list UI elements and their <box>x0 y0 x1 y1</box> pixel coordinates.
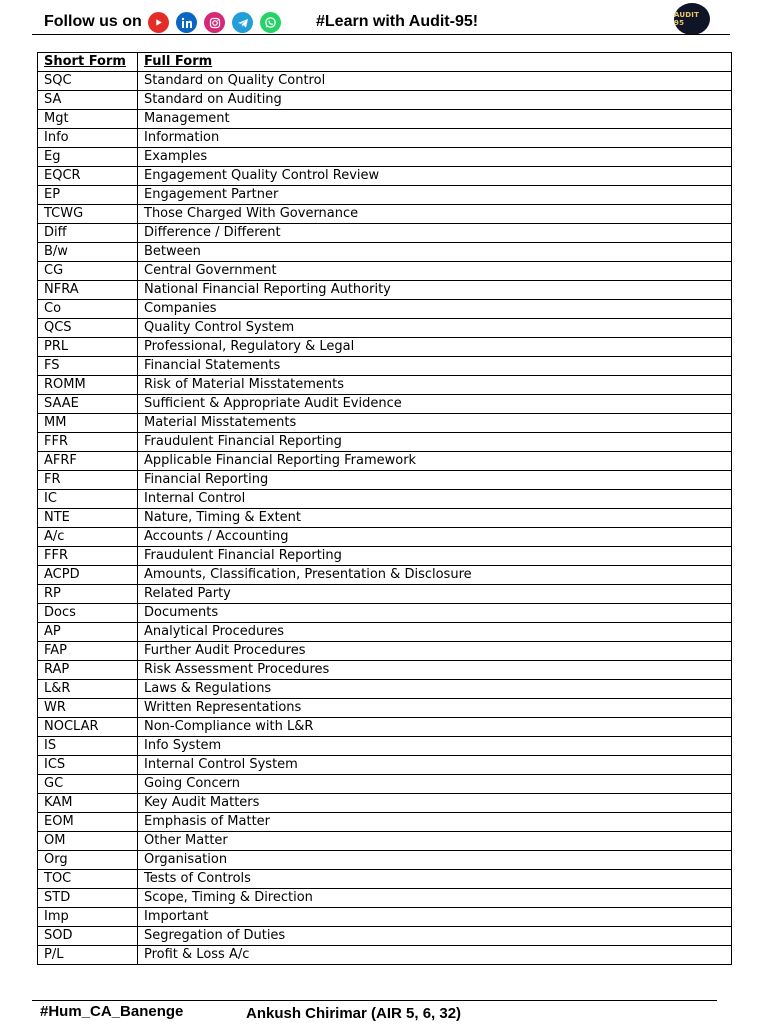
short-form-cell: FFR <box>38 433 138 452</box>
table-row <box>38 832 732 851</box>
full-form-cell: Sufficient & Appropriate Audit Evidence <box>138 395 732 414</box>
full-form-cell: Fraudulent Financial Reporting <box>138 547 732 566</box>
full-form-cell: Standard on Quality Control <box>138 72 732 91</box>
full-form-cell: Central Government <box>138 262 732 281</box>
short-form-cell: Mgt <box>38 110 138 129</box>
full-form-cell: Non-Compliance with L&R <box>138 718 732 737</box>
short-form-cell: FR <box>38 471 138 490</box>
full-form-cell: Documents <box>138 604 732 623</box>
full-form-cell: Info System <box>138 737 732 756</box>
table-row <box>38 148 732 167</box>
full-form-cell: Profit & Loss A/c <box>138 946 732 965</box>
short-form-cell: SOD <box>38 927 138 946</box>
full-form-cell: Amounts, Classification, Presentation & Disclosure <box>138 566 732 585</box>
short-form-cell: RP <box>38 585 138 604</box>
table-row <box>38 699 732 718</box>
full-form-cell: Risk Assessment Procedures <box>138 661 732 680</box>
table-row <box>38 927 732 946</box>
table-row <box>38 72 732 91</box>
audit95-logo <box>674 3 710 35</box>
table-row <box>38 167 732 186</box>
short-form-cell: QCS <box>38 319 138 338</box>
social-icons <box>148 12 281 33</box>
short-form-cell: AFRF <box>38 452 138 471</box>
column-header-short-form: Short Form <box>38 53 138 72</box>
short-form-cell: NFRA <box>38 281 138 300</box>
short-form-cell: ROMM <box>38 376 138 395</box>
page-header <box>0 0 768 40</box>
table-row <box>38 528 732 547</box>
table-body <box>38 72 732 965</box>
table-row <box>38 414 732 433</box>
short-form-cell: WR <box>38 699 138 718</box>
tagline: #Learn with Audit-95! <box>316 13 479 30</box>
full-form-cell: Key Audit Matters <box>138 794 732 813</box>
full-form-cell: Internal Control System <box>138 756 732 775</box>
table-row <box>38 870 732 889</box>
short-form-cell: CG <box>38 262 138 281</box>
full-form-cell: Written Representations <box>138 699 732 718</box>
full-form-cell: Laws & Regulations <box>138 680 732 699</box>
short-form-cell: B/w <box>38 243 138 262</box>
table-row <box>38 794 732 813</box>
full-form-cell: Organisation <box>138 851 732 870</box>
full-form-cell: Engagement Partner <box>138 186 732 205</box>
full-form-cell: Applicable Financial Reporting Framework <box>138 452 732 471</box>
table-row <box>38 300 732 319</box>
table-row <box>38 452 732 471</box>
short-form-cell: L&R <box>38 680 138 699</box>
short-form-cell: SQC <box>38 72 138 91</box>
full-form-cell: Difference / Different <box>138 224 732 243</box>
table-row <box>38 433 732 452</box>
full-form-cell: Risk of Material Misstatements <box>138 376 732 395</box>
table-row <box>38 205 732 224</box>
short-form-cell: NOCLAR <box>38 718 138 737</box>
full-form-cell: Emphasis of Matter <box>138 813 732 832</box>
short-form-cell: IS <box>38 737 138 756</box>
short-form-cell: NTE <box>38 509 138 528</box>
short-form-cell: ICS <box>38 756 138 775</box>
full-form-cell: Quality Control System <box>138 319 732 338</box>
short-form-cell: SAAE <box>38 395 138 414</box>
table-row <box>38 110 732 129</box>
full-form-cell: Segregation of Duties <box>138 927 732 946</box>
table-row <box>38 642 732 661</box>
header-divider <box>32 34 730 35</box>
short-form-cell: AP <box>38 623 138 642</box>
full-form-cell: Analytical Procedures <box>138 623 732 642</box>
linkedin-icon[interactable] <box>176 12 197 33</box>
short-form-cell: GC <box>38 775 138 794</box>
short-form-cell: Co <box>38 300 138 319</box>
short-form-cell: FS <box>38 357 138 376</box>
table-row <box>38 509 732 528</box>
table-row <box>38 718 732 737</box>
table-row <box>38 224 732 243</box>
full-form-cell: Engagement Quality Control Review <box>138 167 732 186</box>
short-form-cell: TOC <box>38 870 138 889</box>
footer-author: Ankush Chirimar (AIR 5, 6, 32) <box>246 1005 462 1022</box>
full-form-cell: National Financial Reporting Authority <box>138 281 732 300</box>
table-row <box>38 585 732 604</box>
full-form-cell: Material Misstatements <box>138 414 732 433</box>
table-row <box>38 376 732 395</box>
short-form-cell: Imp <box>38 908 138 927</box>
full-form-cell: Going Concern <box>138 775 732 794</box>
table-row <box>38 471 732 490</box>
table-row <box>38 91 732 110</box>
table-row <box>38 851 732 870</box>
telegram-icon[interactable] <box>232 12 253 33</box>
short-form-cell: OM <box>38 832 138 851</box>
table-row <box>38 262 732 281</box>
table-row <box>38 908 732 927</box>
table-row <box>38 604 732 623</box>
full-form-cell: Other Matter <box>138 832 732 851</box>
full-form-cell: Management <box>138 110 732 129</box>
full-form-cell: Fraudulent Financial Reporting <box>138 433 732 452</box>
table-row <box>38 566 732 585</box>
full-form-cell: Those Charged With Governance <box>138 205 732 224</box>
table-row <box>38 186 732 205</box>
short-form-cell: KAM <box>38 794 138 813</box>
youtube-icon[interactable] <box>148 12 169 33</box>
full-form-cell: Between <box>138 243 732 262</box>
abbreviations-table <box>37 52 732 965</box>
short-form-cell: FFR <box>38 547 138 566</box>
short-form-cell: P/L <box>38 946 138 965</box>
logo-text: AUDIT 95 <box>674 11 700 27</box>
short-form-cell: Info <box>38 129 138 148</box>
table-row <box>38 357 732 376</box>
table-row <box>38 395 732 414</box>
full-form-cell: Scope, Timing & Direction <box>138 889 732 908</box>
follow-us-label: Follow us on <box>44 13 142 30</box>
table-row <box>38 889 732 908</box>
full-form-cell: Related Party <box>138 585 732 604</box>
footer-hashtag: #Hum_CA_Banenge <box>40 1003 184 1020</box>
table-header-row <box>38 53 732 72</box>
full-form-cell: Tests of Controls <box>138 870 732 889</box>
instagram-icon[interactable] <box>204 12 225 33</box>
table-row <box>38 775 732 794</box>
full-form-cell: Accounts / Accounting <box>138 528 732 547</box>
table-row <box>38 338 732 357</box>
full-form-cell: Information <box>138 129 732 148</box>
full-form-cell: Professional, Regulatory & Legal <box>138 338 732 357</box>
short-form-cell: STD <box>38 889 138 908</box>
table-row <box>38 319 732 338</box>
full-form-cell: Nature, Timing & Extent <box>138 509 732 528</box>
short-form-cell: IC <box>38 490 138 509</box>
short-form-cell: PRL <box>38 338 138 357</box>
full-form-cell: Important <box>138 908 732 927</box>
short-form-cell: FAP <box>38 642 138 661</box>
table-row <box>38 737 732 756</box>
table-row <box>38 243 732 262</box>
table-row <box>38 129 732 148</box>
column-header-full-form: Full Form <box>138 53 732 72</box>
full-form-cell: Companies <box>138 300 732 319</box>
full-form-cell: Internal Control <box>138 490 732 509</box>
table-row <box>38 281 732 300</box>
table-row <box>38 813 732 832</box>
footer-divider <box>32 1000 717 1001</box>
table-row <box>38 547 732 566</box>
short-form-cell: Diff <box>38 224 138 243</box>
short-form-cell: EP <box>38 186 138 205</box>
table-row <box>38 756 732 775</box>
full-form-cell: Financial Statements <box>138 357 732 376</box>
short-form-cell: MM <box>38 414 138 433</box>
short-form-cell: TCWG <box>38 205 138 224</box>
short-form-cell: Eg <box>38 148 138 167</box>
short-form-cell: Docs <box>38 604 138 623</box>
short-form-cell: RAP <box>38 661 138 680</box>
short-form-cell: Org <box>38 851 138 870</box>
table-row <box>38 490 732 509</box>
short-form-cell: EOM <box>38 813 138 832</box>
full-form-cell: Further Audit Procedures <box>138 642 732 661</box>
full-form-cell: Standard on Auditing <box>138 91 732 110</box>
short-form-cell: ACPD <box>38 566 138 585</box>
table-row <box>38 623 732 642</box>
whatsapp-icon[interactable] <box>260 12 281 33</box>
full-form-cell: Examples <box>138 148 732 167</box>
table-row <box>38 680 732 699</box>
short-form-cell: SA <box>38 91 138 110</box>
short-form-cell: A/c <box>38 528 138 547</box>
short-form-cell: EQCR <box>38 167 138 186</box>
full-form-cell: Financial Reporting <box>138 471 732 490</box>
table-row <box>38 661 732 680</box>
table-row <box>38 946 732 965</box>
